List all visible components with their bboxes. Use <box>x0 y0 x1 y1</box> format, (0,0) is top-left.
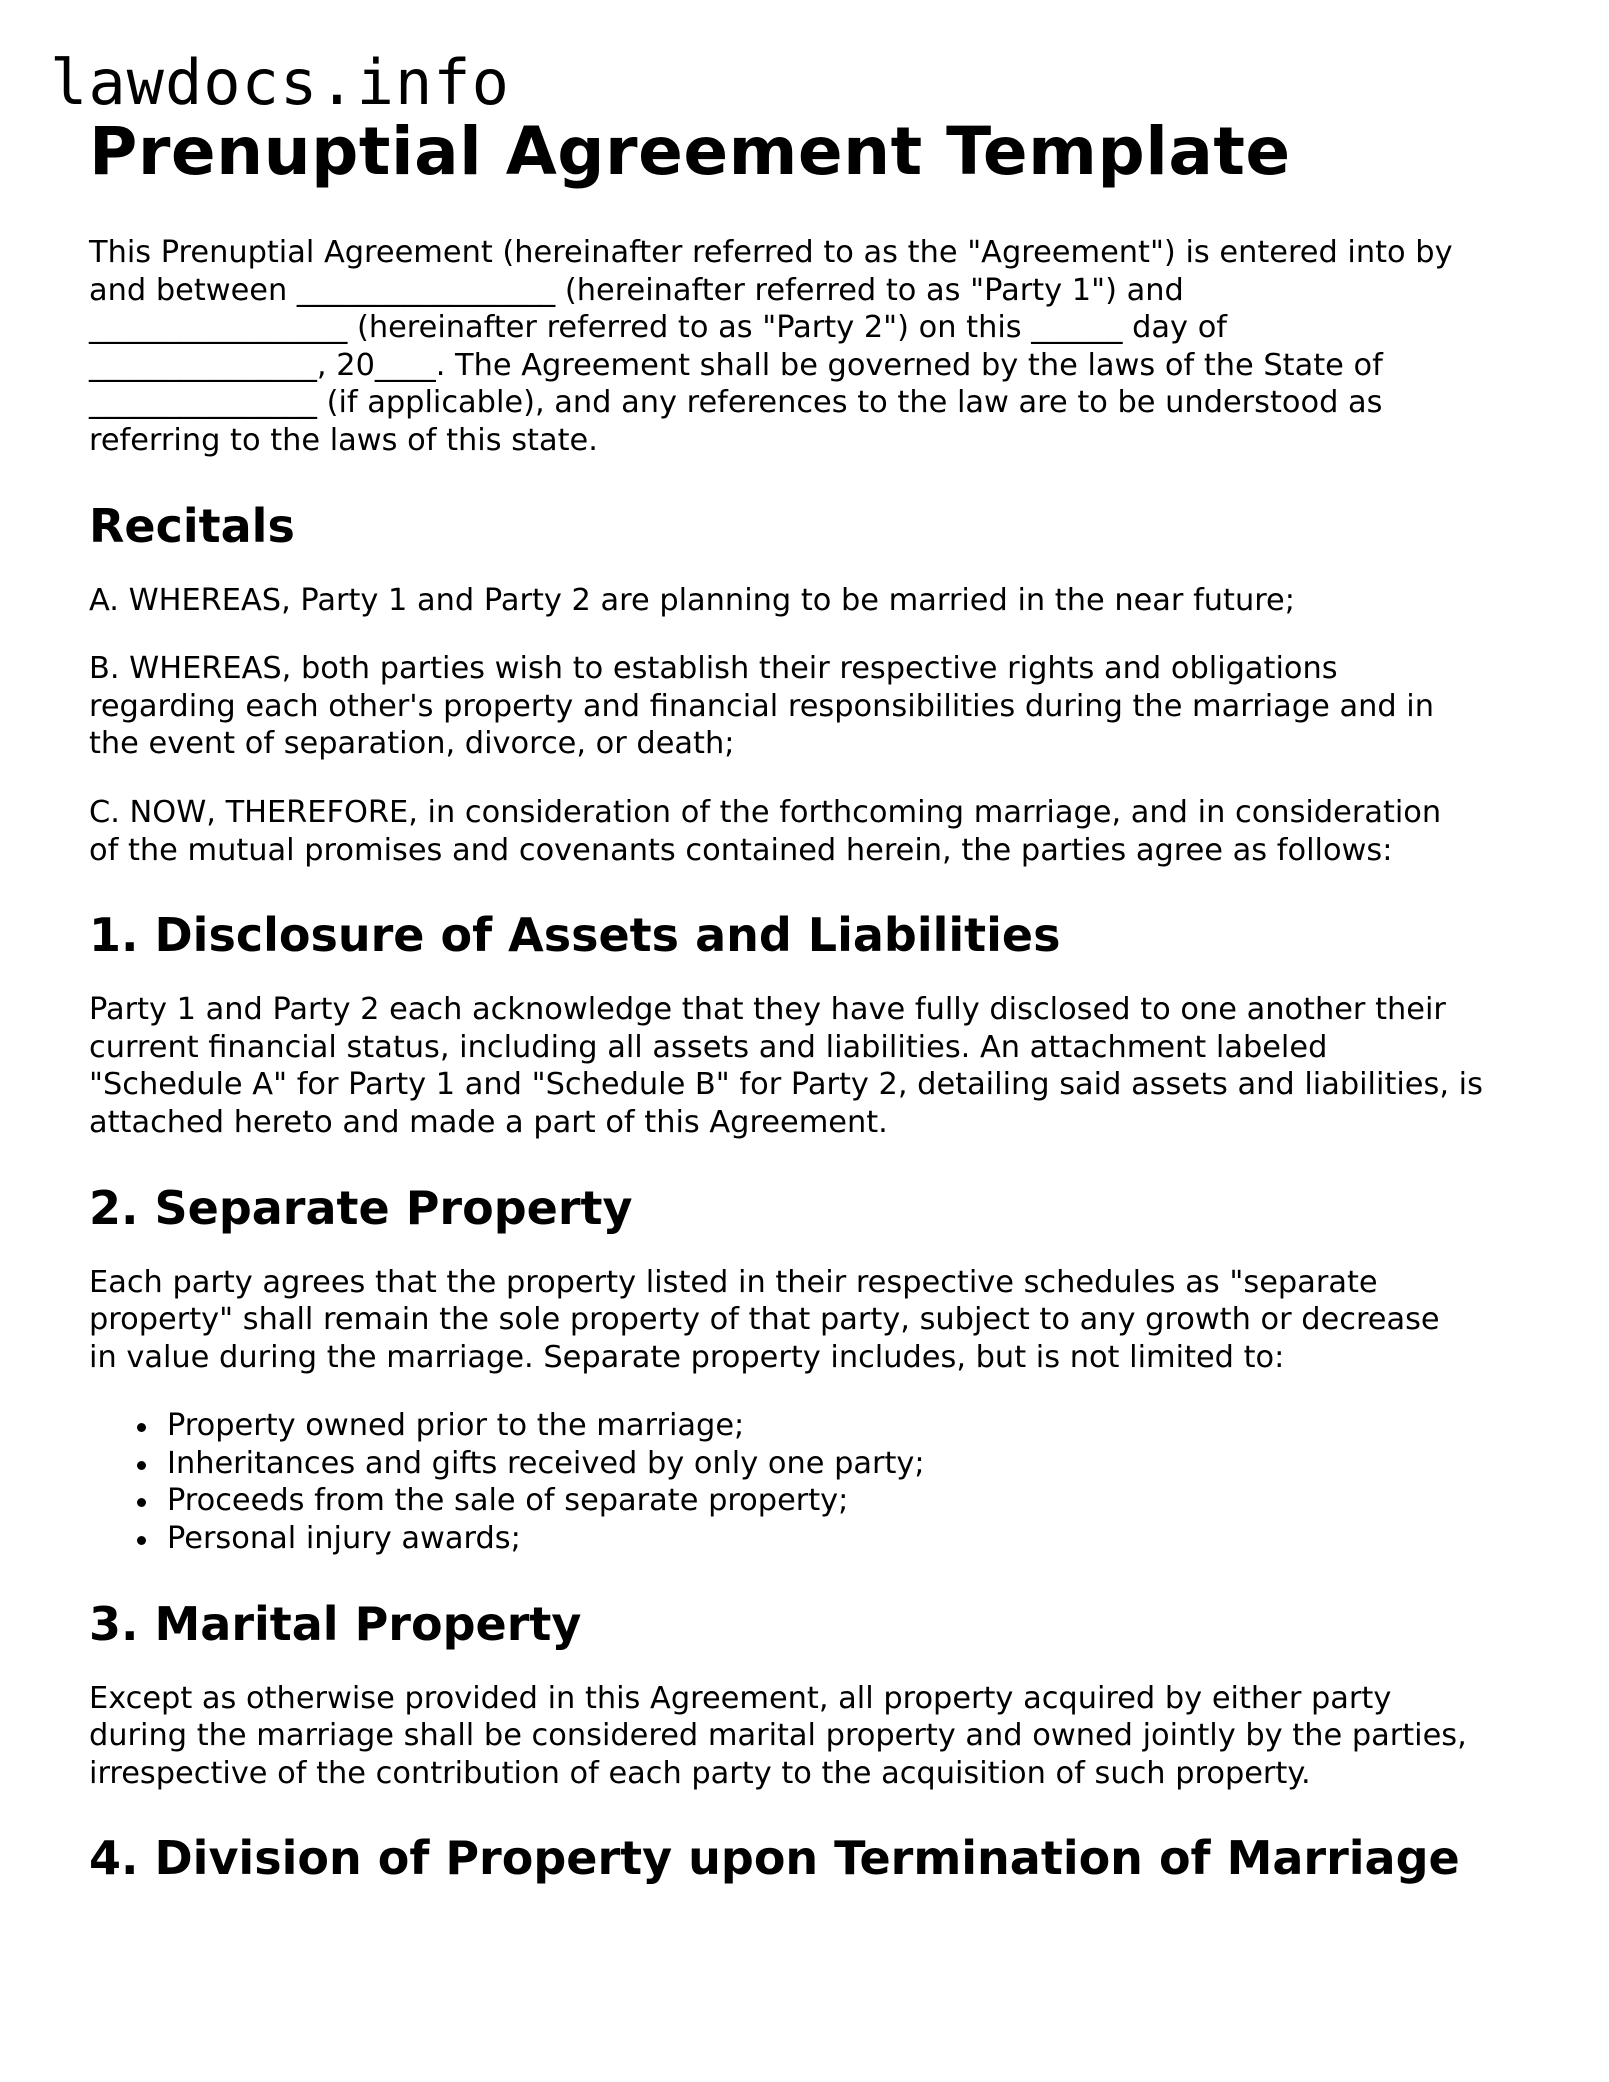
intro-paragraph: This Prenuptial Agreement (hereinafter referred to as the "Agreement") is entered into by and between _________________ (hereinafter referred to as "Party 1") and _________________ (hereinafter referred to as "Party 2") on this ______ day of _______________, 20____. The Agreement shall be governed by the laws of the State of _______________ (if applicable), and any references to the law are to be understood as referring to the laws of this state. <box>89 235 1453 458</box>
bullet-icon <box>137 1423 146 1432</box>
section-3-body: Except as otherwise provided in this Agreement, all property acquired by either party during the marriage shall be considered marital property and owned jointly by the parties, irrespective of the contribution of each party to the acquisition of such property. <box>89 1680 1467 1791</box>
recital-a: A. WHEREAS, Party 1 and Party 2 are planning to be married in the near future; <box>89 582 1295 618</box>
recital-c: C. NOW, THEREFORE, in consideration of the forthcoming marriage, and in consideration of the mutual promises and covenants contained herein, the parties agree as follows: <box>89 794 1442 868</box>
section-2-body: Each party agrees that the property listed in their respective schedules as "separate property" shall remain the sole property of that party, subject to any growth or decrease in value during the marriage. Separate property includes, but is not limited to: <box>89 1264 1440 1375</box>
section-4-heading: 4. Division of Property upon Termination of Marriage <box>89 1831 1460 1886</box>
section-2-heading: 2. Separate Property <box>89 1180 633 1235</box>
section-3-heading: 3. Marital Property <box>89 1596 582 1651</box>
list-item <box>167 1482 1529 1520</box>
section-1-body: Party 1 and Party 2 each acknowledge that they have fully disclosed to one another their current financial status, including all assets and liabilities. An attachment labeled "Schedule A" for Party 1 and "Schedule B" for Party 2, detailing said assets and liabilities, is attached hereto and made a part of this Agreement. <box>89 992 1483 1140</box>
bullet-icon <box>137 1461 146 1470</box>
document-page <box>89 108 1529 1886</box>
list-item <box>167 1520 1529 1558</box>
bullet-icon <box>137 1498 146 1507</box>
recital-b: B. WHEREAS, both parties wish to establish their respective rights and obligations regarding each other's property and financial responsibilities during the marriage and in the event of separation, divorce, or death; <box>89 651 1434 762</box>
separate-property-list <box>89 1407 1529 1557</box>
list-item <box>167 1407 1529 1445</box>
list-item-text: Personal injury awards; <box>167 1521 521 1557</box>
recitals-heading: Recitals <box>89 498 295 553</box>
bullet-icon <box>137 1536 146 1545</box>
list-item-text: Inheritances and gifts received by only one party; <box>167 1445 925 1481</box>
watermark-text: lawdocs.info <box>50 46 510 119</box>
list-item <box>167 1445 1529 1483</box>
document-title: Prenuptial Agreement Template <box>89 113 1291 190</box>
section-1-heading: 1. Disclosure of Assets and Liabilities <box>89 908 1061 963</box>
list-item-text: Proceeds from the sale of separate property; <box>167 1483 849 1519</box>
list-item-text: Property owned prior to the marriage; <box>167 1408 745 1444</box>
